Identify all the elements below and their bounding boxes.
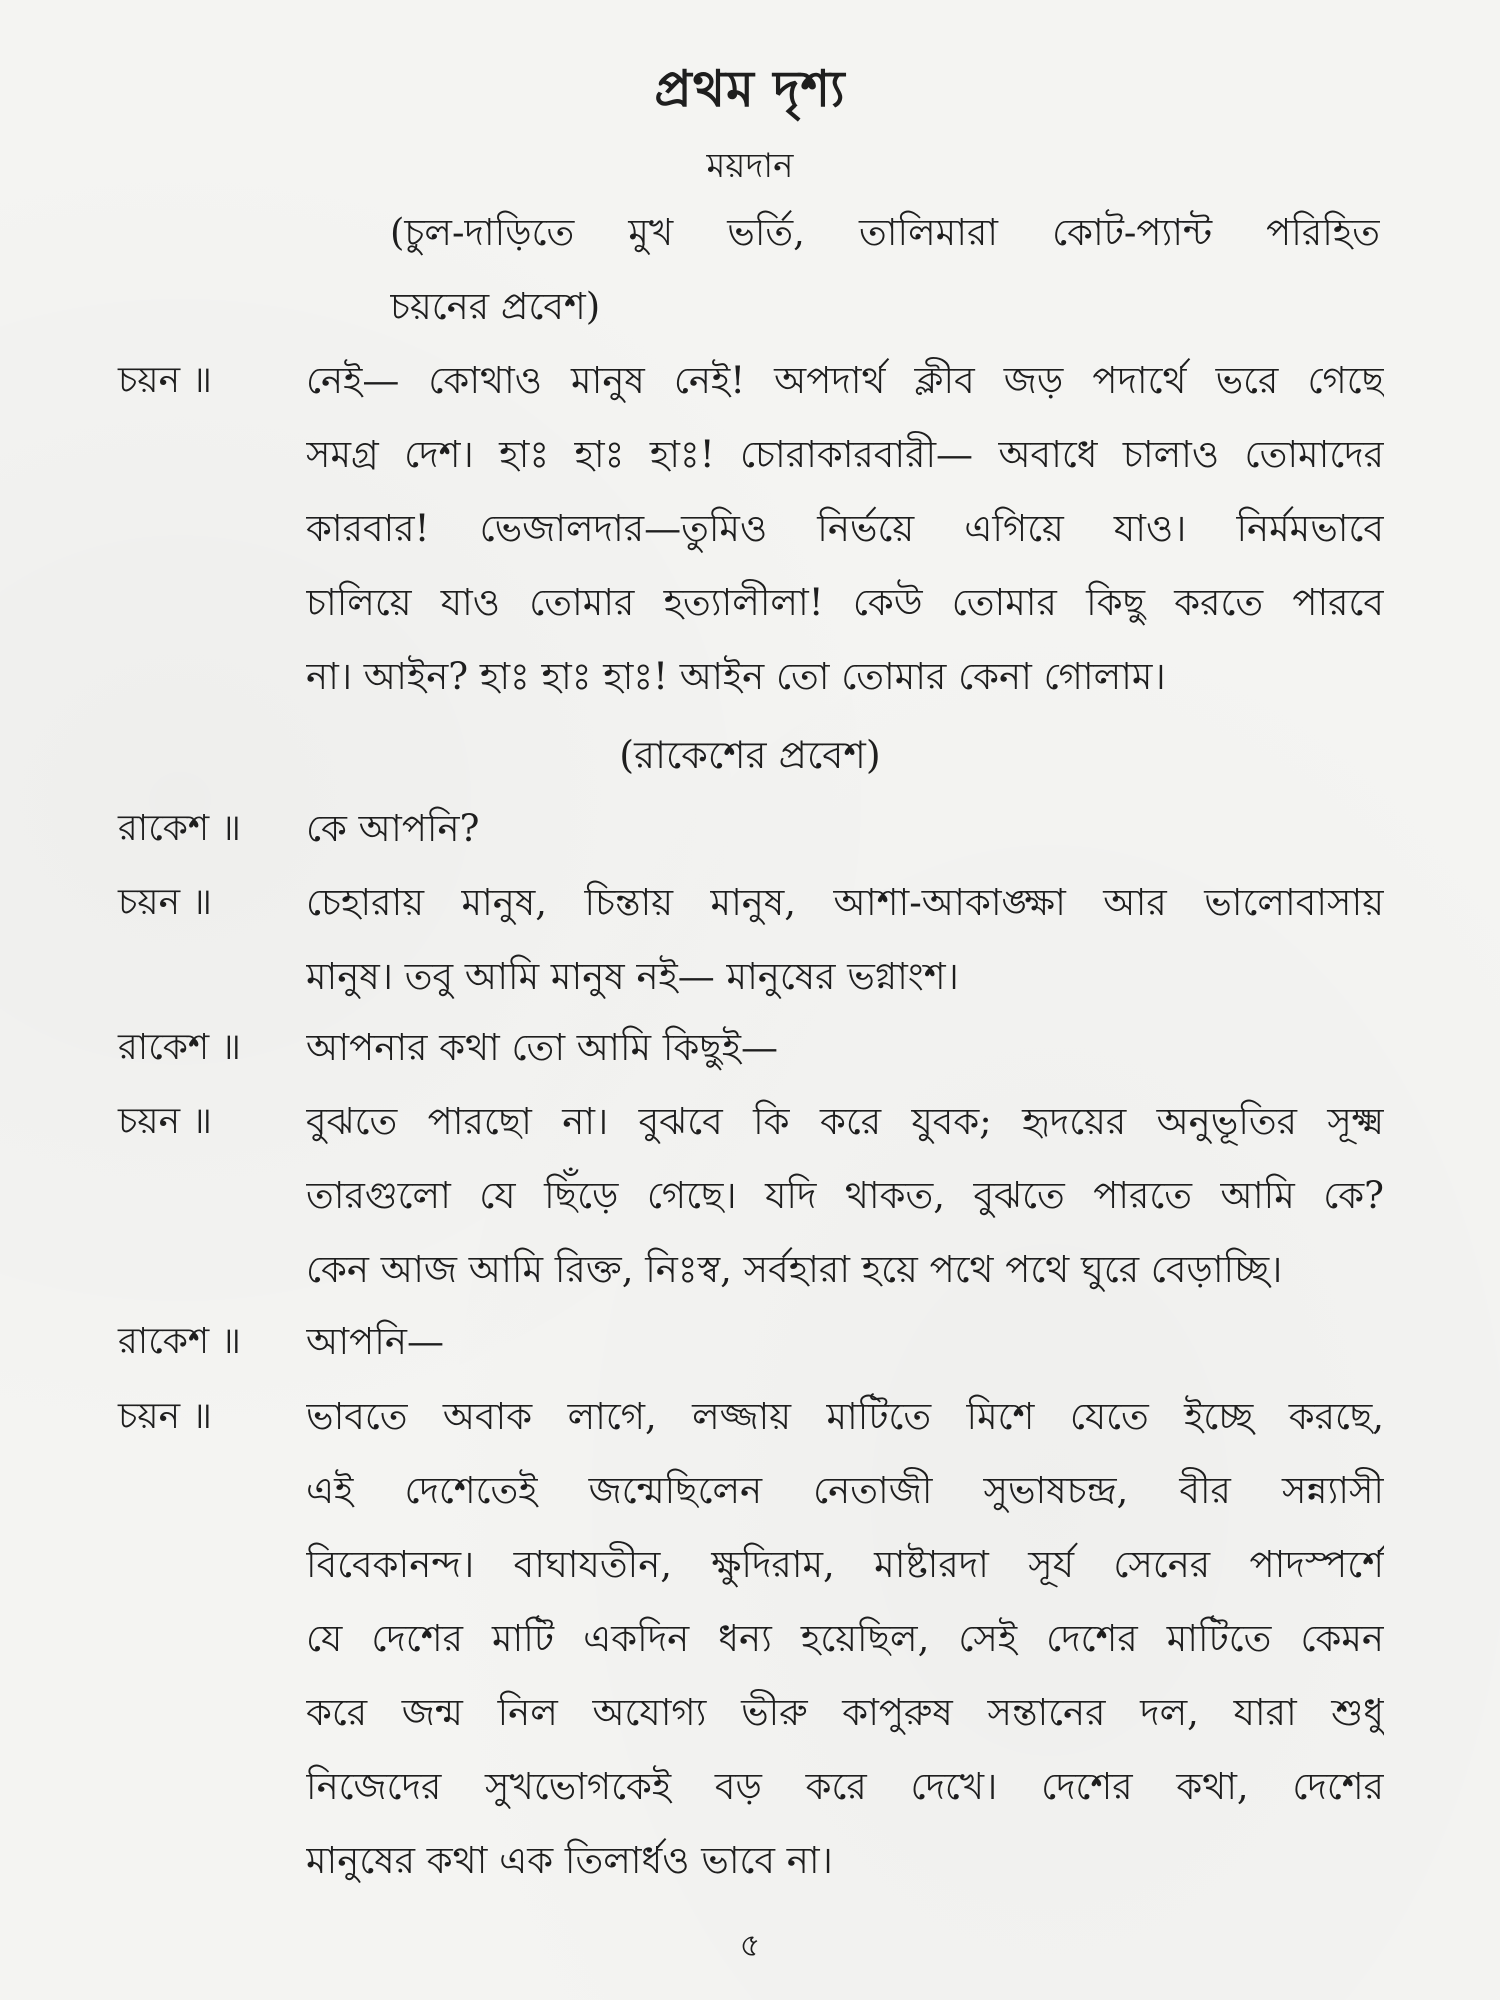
- scene-location: ময়দান: [706, 146, 794, 186]
- dialogue-line: বুঝতে পারছো না। বুঝবে কি করে যুবক; হৃদয়ের অনুভূতির সূক্ষ্ম: [306, 1100, 1384, 1143]
- dialogue-line: চালিয়ে যাও তোমার হত্যালীলা! কেউ তোমার কিছু করতে পারবে: [306, 581, 1384, 624]
- dialogue-line: মানুষের কথা এক তিলার্ধও ভাবে না।: [306, 1839, 833, 1882]
- stage-direction-line: (চুল-দাড়িতে মুখ ভর্তি, তালিমারা কোট-প্যান্ট পরিহিত: [390, 211, 1380, 254]
- speaker-name: রাকেশ ॥: [118, 808, 242, 849]
- dialogue-line: কারবার! ভেজালদার—তুমিও নির্ভয়ে এগিয়ে যাও। নির্মমভাবে: [306, 507, 1384, 550]
- dialogue-line: ভাবতে অবাক লাগে, লজ্জায় মাটিতে মিশে যেতে ইচ্ছে করছে,: [306, 1395, 1384, 1438]
- page-number: ৫: [739, 1926, 761, 1964]
- dialogue-text: [306, 1305, 1384, 1379]
- stage-direction-line: চয়নের প্রবেশ): [390, 285, 601, 328]
- dialogue-text: [306, 792, 1384, 866]
- opening-stage-direction: [390, 196, 1380, 344]
- dialogue-line: তারগুলো যে ছিঁড়ে গেছে। যদি থাকত, বুঝতে পারতে আমি কে?: [306, 1174, 1384, 1217]
- dialogue-line: নেই— কোথাও মানুষ নেই! অপদার্থ ক্লীব জড় পদার্থে ভরে গেছে: [306, 359, 1384, 402]
- speaker-name: চয়ন ॥: [118, 360, 212, 401]
- dialogue-text: [306, 1380, 1384, 1898]
- dialogue-line: সমগ্র দেশ। হাঃ হাঃ হাঃ! চোরাকারবারী— অবাধে চালাও তোমাদের: [306, 433, 1384, 476]
- entry-stage-direction: (রাকেশের প্রবেশ): [619, 733, 881, 777]
- dialogue-line: কে আপনি?: [306, 807, 480, 850]
- dialogue-line: কেন আজ আমি রিক্ত, নিঃস্ব, সর্বহারা হয়ে পথে পথে ঘুরে বেড়াচ্ছি।: [306, 1248, 1283, 1291]
- dialogue-line: যে দেশের মাটি একদিন ধন্য হয়েছিল, সেই দেশের মাটিতে কেমন: [306, 1617, 1384, 1660]
- scene-title: প্রথম দৃশ্য: [654, 59, 846, 118]
- dialogue-text: [306, 866, 1384, 1014]
- dialogue-line: করে জন্ম নিল অযোগ্য ভীরু কাপুরুষ সন্তানের দল, যারা শুধু: [306, 1691, 1384, 1734]
- speaker-name: রাকেশ ॥: [118, 1321, 242, 1362]
- dialogue-line: বিবেকানন্দ। বাঘাযতীন, ক্ষুদিরাম, মাষ্টারদা সূর্য সেনের পাদস্পর্শে: [306, 1543, 1384, 1586]
- speaker-name: চয়ন ॥: [118, 1396, 212, 1437]
- dialogue-line: চেহারায় মানুষ, চিন্তায় মানুষ, আশা-আকাঙ্ক্ষা আর ভালোবাসায়: [306, 881, 1384, 924]
- dialogue-line: এই দেশেতেই জন্মেছিলেন নেতাজী সুভাষচন্দ্র, বীর সন্ন্যাসী: [306, 1469, 1384, 1512]
- dialogue-line: না। আইন? হাঃ হাঃ হাঃ! আইন তো তোমার কেনা গোলাম।: [306, 655, 1166, 698]
- speaker-name: চয়ন ॥: [118, 1101, 212, 1142]
- speaker-name: চয়ন ॥: [118, 882, 212, 923]
- dialogue-line: আপনার কথা তো আমি কিছুই—: [306, 1026, 778, 1069]
- dialogue-text: [306, 1085, 1384, 1307]
- dialogue-line: নিজেদের সুখভোগকেই বড় করে দেখে। দেশের কথা, দেশের: [306, 1765, 1384, 1808]
- speaker-name: রাকেশ ॥: [118, 1027, 242, 1068]
- dialogue-line: মানুষ। তবু আমি মানুষ নই— মানুষের ভগ্নাংশ।: [306, 955, 959, 998]
- dialogue-line: আপনি—: [306, 1320, 444, 1363]
- dialogue-text: [306, 1011, 1384, 1085]
- dialogue-text: [306, 344, 1384, 714]
